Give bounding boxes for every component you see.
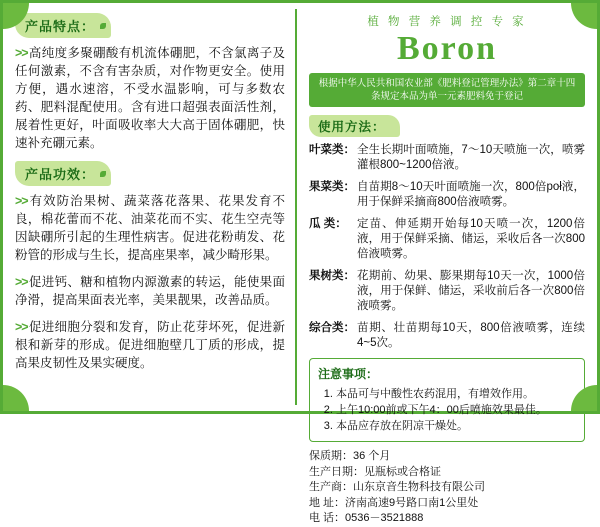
usage-heading: 使用方法：: [309, 115, 400, 137]
usage-text: 全生长期叶面喷施，7～10天喷施一次，喷雾灌根800~1200倍液。: [357, 144, 585, 171]
effects-heading: 产品功效：: [15, 161, 111, 186]
left-column: [3, 3, 295, 411]
manufacturer-info: [309, 449, 585, 527]
brand-title: Boron: [396, 30, 498, 67]
effects-paragraph-2: [15, 273, 285, 309]
bullet-marker: >>: [15, 320, 28, 334]
effects-paragraph-3: [15, 318, 285, 372]
notes-box: [309, 358, 585, 442]
features-heading: 产品特点：: [15, 13, 111, 38]
effects-text-1: 有效防治果树、蔬菜落花落果、花果发育不良，棉花蕾而不花、油菜花而不实、花生空壳等因缺硼所引起的生理性病害。促进花粉萌发、花粉管的形成与生长，提高座果率，减少畸形果。: [15, 194, 285, 262]
effects-text-3: 促进细胞分裂和发育，防止花芽坏死，促进新根和新芽的形成。促进细胞壁几丁质的形成，提高果皮韧性及果实硬度。: [15, 320, 285, 370]
usage-row: [309, 217, 585, 262]
list-item: 1. 本品可与中酸性农药混用，有增效作用。: [336, 386, 576, 402]
bullet-marker: >>: [15, 46, 28, 60]
effects-text-2: 促进钙、糖和植物内源激素的转运，能使果面净滑，提高果面表光率，美果靓果，改善品质。: [15, 275, 285, 307]
right-column: [297, 3, 597, 524]
usage-row: [309, 180, 585, 210]
info-line-address: 地 址：济南高速9号路口南1公里处: [309, 496, 479, 509]
slogan: 植 物 营 养 调 控 专 家: [367, 16, 527, 28]
list-item: 3. 本品应存放在阴凉干燥处。: [336, 418, 576, 434]
features-paragraph: [15, 44, 285, 152]
effects-paragraph-1: [15, 192, 285, 264]
registration-banner: 根据中华人民共和国农业部《肥料登记管理办法》第二章十四条规定本品为单一元素肥料免于登记: [309, 73, 585, 107]
usage-label: 综合类：: [309, 322, 355, 334]
usage-label: 果树类：: [309, 270, 355, 282]
usage-label: 瓜 类：: [309, 218, 347, 230]
features-text: 高纯度多聚硼酸有机流体硼肥，不含氯离子及任何激素，不含有害杂质，对作物更安全。使用方便，遇水速溶，不受水温影响，可与多数农药、肥料混配使用。含有进口超强表面活性剂，展着性更好，叶面吸收率大大高于固体硼肥，快速补充硼元素。: [15, 46, 285, 150]
usage-row: [309, 321, 585, 351]
bullet-marker: >>: [15, 275, 28, 289]
notes-title: 注意事项：: [318, 367, 379, 381]
usage-text: 定苗、伸延期开始每10天喷一次，1200倍液，用于保鲜采摘、储运，采收后各一次800倍液喷雾。: [357, 218, 585, 260]
info-line-phone: 电 话：0536－3521888: [309, 512, 424, 524]
usage-text: 花期前、幼果、膨果期每10天一次，1000倍液，用于保鲜、储运，采收前后各一次800倍液喷雾。: [357, 270, 585, 312]
list-item: 2. 上午10:00前或下午4：00后喷施效果最佳。: [336, 402, 576, 418]
usage-row: [309, 269, 585, 314]
notes-list: [318, 386, 576, 434]
usage-text: 苗期、壮苗期每10天，800倍液喷雾，连续4~5次。: [357, 322, 585, 349]
usage-row: [309, 143, 585, 173]
info-line-shelf-life: 保质期：36 个月: [309, 450, 391, 462]
info-line-production-date: 生产日期：见瓶标或合格证: [309, 465, 441, 478]
info-line-manufacturer: 生产商：山东京音生物科技有限公司: [309, 481, 485, 493]
usage-label: 叶菜类：: [309, 144, 355, 156]
usage-text: 自苗期8～10天叶面喷施一次，800倍poł液，用于保鲜采摘商800倍液喷雾。: [357, 181, 585, 208]
bullet-marker: >>: [15, 194, 28, 208]
usage-label: 果菜类：: [309, 181, 355, 193]
